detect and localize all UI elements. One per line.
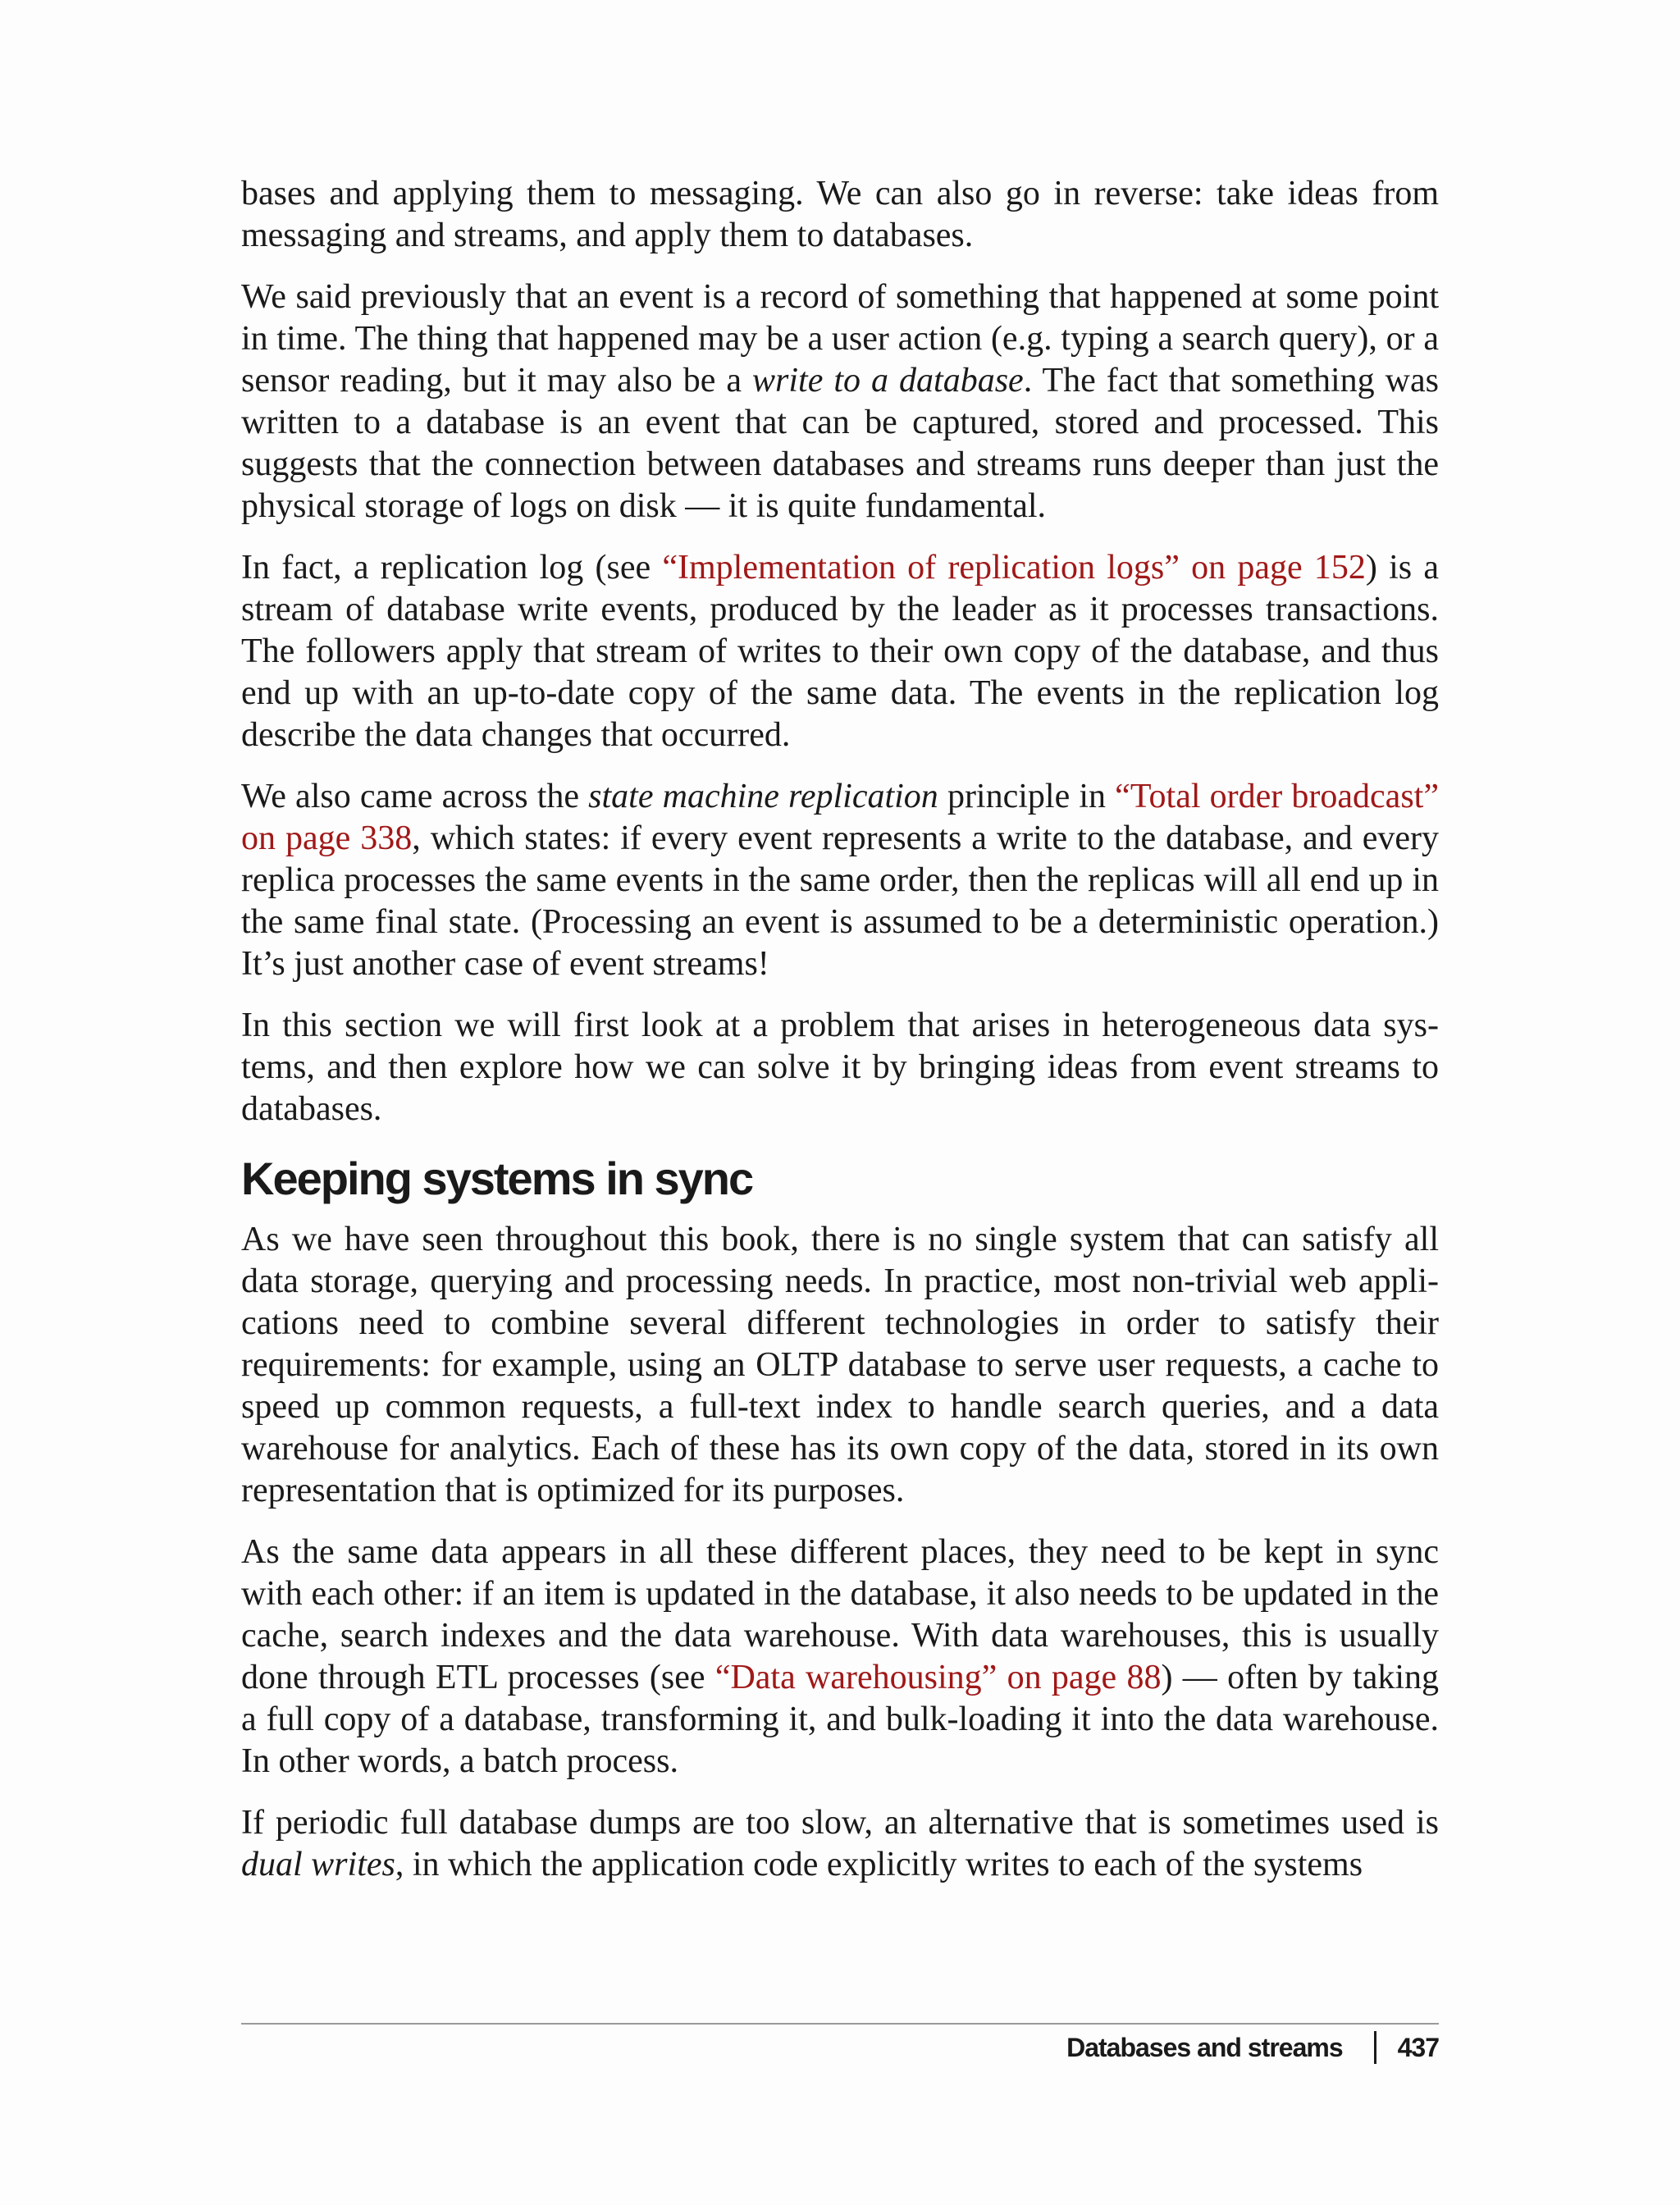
emphasis-state-machine-replication: state machine replication — [588, 778, 938, 815]
paragraph-text: ) — often by taking a full copy of a database, transforming it, and bulk-loading it into the data warehouse. In other words, a batch process. — [241, 1659, 1440, 1780]
paragraph-text: As the same data appears in all these different places, they need to be kept in sync with each other: if an item is updated in the database, it also needs to be updated in the cache, search indexes and the data warehouse. With data warehouses, this is usually done through ETL processes (see — [241, 1533, 1439, 1696]
section-heading: Keeping systems in sync — [241, 1153, 753, 1204]
xref-link-total-order-broadcast[interactable]: “Total order broadcast” on page 338 — [241, 778, 1439, 857]
page-body — [241, 173, 1439, 1906]
paragraph-intro-continuation — [241, 173, 1439, 257]
xref-link-data-warehousing[interactable]: “Data warehousing” on page 88 — [714, 1659, 1162, 1696]
paragraph-dual-writes — [241, 1802, 1439, 1886]
page-number: 437 — [1397, 2032, 1439, 2062]
paragraph-text: In this section we will first look at a problem that arises in heterogeneous data systems, and then explore how we can solve it by bringing ideas from event streams to databases. — [241, 1007, 1439, 1128]
xref-link-replication-logs[interactable]: “Implementation of replication logs” on page 152 — [662, 549, 1366, 587]
paragraph-text: If periodic full database dumps are too slow, an alternative that is sometimes used is — [241, 1804, 1439, 1842]
paragraph-state-machine — [241, 776, 1439, 985]
paragraph-text: In fact, a replication log (see — [241, 549, 663, 587]
paragraph-text: , which states: if every event represents a write to the database, and every replica processes the same events in the same order, then the replicas will all end up in the same final state. (Processing an event is assumed to be a deterministic operation.) It’s just another case of event streams! — [241, 819, 1439, 983]
footer-divider — [241, 2023, 1439, 2025]
paragraph-text: , in which the application code explicitly writes to each of the systems — [395, 1846, 1363, 1883]
paragraph-keep-in-sync — [241, 1532, 1439, 1783]
paragraph-text: . The fact that something was written to a database is an event that can be captured, stored and processed. This suggests that the connection between databases and streams runs deeper than just the physical storage of logs on disk — it is quite fundamental. — [241, 362, 1439, 525]
paragraph-text: We said previously that an event is a record of something that happened at some point in time. The thing that happened may be a user action (e.g. typing a search query), or a sensor reading, but it may also be a — [241, 278, 1439, 399]
paragraph-text: principle in — [938, 778, 1116, 815]
paragraph-event-definition — [241, 276, 1439, 527]
paragraph-replication-log — [241, 547, 1439, 756]
paragraph-text: ) is a stream of database write events, produced by the leader as it processes transactions. The followers apply that stream of writes to their own copy of the database, and thus end up with an up-to-date copy of the same data. The events in the replication log describe the data changes that occurred. — [241, 549, 1440, 754]
emphasis-write-to-database: write to a database — [752, 362, 1024, 399]
paragraph-text: We also came across the — [241, 778, 589, 815]
paragraph-text: As we have seen throughout this book, there is no single system that can satisfy all data storage, querying and processing needs. In practice, most non-trivial web applications need to combine several different technologies in order to satisfy their requirements: for example, using an OLTP database to serve user requests, a cache to speed up common requests, a full-text index to handle search queries, and a data warehouse for analytics. Each of these has its own copy of the data, stored in its own representation that is optimized for its purposes. — [241, 1221, 1439, 1509]
emphasis-dual-writes: dual writes — [241, 1846, 395, 1883]
paragraph-section-overview — [241, 1005, 1439, 1130]
paragraph-text: bases and applying them to messaging. We can also go in reverse: take ideas from messaging and streams, and apply them to databases. — [241, 175, 1439, 254]
running-footer-title: Databases and streams — [1066, 2032, 1343, 2062]
footer-separator — [1374, 2031, 1376, 2064]
paragraph-multiple-systems — [241, 1219, 1439, 1512]
page-footer — [1066, 2031, 1439, 2064]
